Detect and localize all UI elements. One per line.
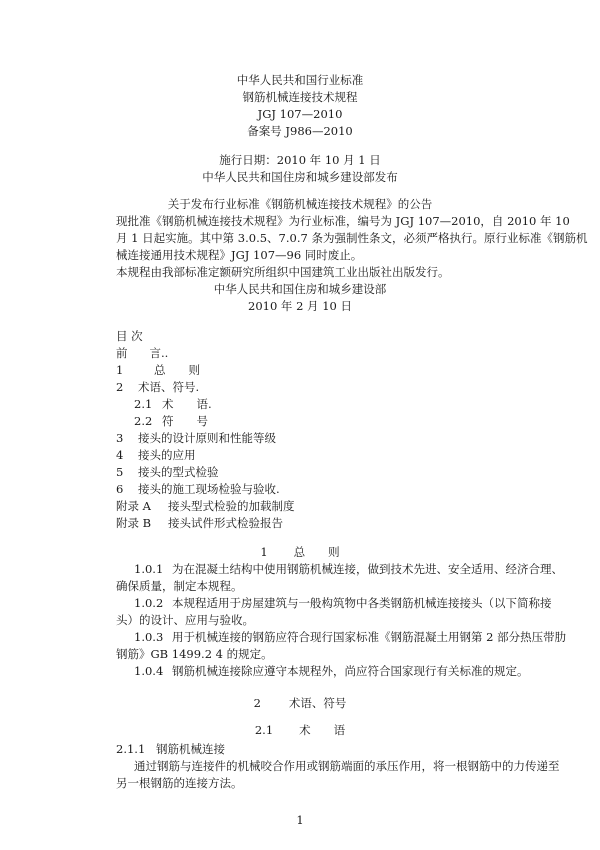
page-number: 1 bbox=[296, 813, 304, 827]
toc-item-text: 接头的设计原则和性能等级 bbox=[138, 431, 276, 445]
announcement-line-2: 月 1 日起实施。其中第 3.0.5、7.0.7 条为强制性条文，必须严格执行。原行业标准《钢筋机 bbox=[116, 231, 588, 245]
announcement-line-1: 现批准《钢筋机械连接技术规程》为行业标准，编号为 JGJ 107—2010，自 2010 年 10 bbox=[116, 214, 570, 228]
announcement-date: 2010 年 2 月 10 日 bbox=[248, 299, 352, 313]
toc-item-num: 4 bbox=[116, 448, 124, 462]
toc-item-text: 符 号 bbox=[162, 414, 208, 428]
clause-number: 1.0.1 bbox=[134, 562, 164, 576]
toc-item-text: 术 语. bbox=[162, 397, 212, 411]
clause-title: 钢筋机械连接 bbox=[156, 742, 225, 756]
standard-category: 中华人民共和国行业标准 bbox=[236, 73, 364, 87]
record-number: 备案号 J986—2010 bbox=[247, 124, 353, 138]
toc-item-1[interactable] bbox=[116, 362, 200, 378]
section-2-heading-text: 术语、符号 bbox=[288, 696, 347, 710]
clause-2-1-1-text: 通过钢筋与连接件的机械咬合作用或钢筋端面的承压作用，将一根钢筋中的力传递至 bbox=[134, 759, 560, 773]
clause-number: 1.0.4 bbox=[134, 664, 164, 678]
clause-number: 1.0.3 bbox=[134, 630, 164, 644]
clause-1-0-3 bbox=[134, 629, 566, 645]
clause-1-0-3-cont: 钢筋》GB 1499.2 4 的规定。 bbox=[116, 647, 273, 661]
toc-item-num: 3 bbox=[116, 431, 124, 445]
section-2-heading bbox=[0, 695, 600, 711]
section-2-heading-num: 2 bbox=[253, 696, 261, 710]
section-1-heading bbox=[0, 544, 600, 560]
toc-item-num: 6 bbox=[116, 482, 124, 496]
clause-text: 本规程适用于房屋建筑与一般构筑物中各类钢筋机械连接接头（以下简称接 bbox=[172, 596, 552, 610]
toc-item-4[interactable] bbox=[116, 447, 196, 463]
toc-item-2-1[interactable] bbox=[134, 396, 212, 412]
announcement-title: 关于发布行业标准《钢筋机械连接技术规程》的公告 bbox=[167, 197, 433, 211]
clause-1-0-1-cont: 确保质量，制定本规程。 bbox=[116, 579, 243, 593]
announcement-line-3: 械连接通用技术规程》JGJ 107—96 同时废止。 bbox=[116, 248, 363, 262]
toc-item-2-2[interactable] bbox=[134, 413, 208, 429]
clause-1-0-2 bbox=[134, 595, 552, 611]
toc-item-appendix-b[interactable] bbox=[116, 515, 283, 531]
issuing-authority: 中华人民共和国住房和城乡建设部发布 bbox=[202, 170, 398, 184]
toc-item-num: 2.1 bbox=[134, 397, 153, 411]
toc-item-num: 附录 A bbox=[116, 499, 151, 513]
section-2-1-heading bbox=[0, 722, 600, 738]
toc-item-num: 1 bbox=[116, 363, 124, 377]
effective-date: 施行日期：2010 年 10 月 1 日 bbox=[219, 153, 381, 167]
clause-text: 钢筋机械连接除应遵守本规程外，尚应符合国家现行有关标准的规定。 bbox=[172, 664, 529, 678]
toc-item-6[interactable] bbox=[116, 481, 280, 497]
announcement-publication-note: 本规程由我部标准定额研究所组织中国建筑工业出版社出版发行。 bbox=[116, 265, 450, 279]
toc-title: 目 次 bbox=[116, 329, 143, 343]
clause-1-0-1 bbox=[134, 561, 563, 577]
toc-item-num: 附录 B bbox=[116, 516, 152, 530]
clause-1-0-2-cont: 头）的设计、应用与验收。 bbox=[116, 613, 254, 627]
announcement-signer: 中华人民共和国住房和城乡建设部 bbox=[213, 282, 387, 296]
clause-2-1-1-cont: 另一根钢筋的连接方法。 bbox=[116, 776, 243, 790]
clause-2-1-1 bbox=[116, 741, 225, 757]
toc-item-num: 前 bbox=[116, 346, 128, 360]
toc-item-text: 言.. bbox=[149, 346, 169, 360]
toc-item-text: 接头的应用 bbox=[138, 448, 196, 462]
section-1-heading-num: 1 bbox=[260, 545, 268, 559]
section-2-1-heading-text: 术 语 bbox=[299, 723, 346, 737]
toc-item-2[interactable] bbox=[116, 379, 199, 395]
clause-text: 用于机械连接的钢筋应符合现行国家标准《钢筋混凝土用钢第 2 部分热压带肋 bbox=[172, 630, 567, 644]
toc-item-text: 术语、符号. bbox=[138, 380, 200, 394]
toc-item-num: 2.2 bbox=[134, 414, 153, 428]
clause-text: 为在混凝土结构中使用钢筋机械连接，做到技术先进、安全适用、经济合理、 bbox=[172, 562, 563, 576]
toc-item-3[interactable] bbox=[116, 430, 276, 446]
toc-item-num: 2 bbox=[116, 380, 124, 394]
clause-number: 2.1.1 bbox=[116, 742, 146, 756]
toc-item-text: 接头试件形式检验报告 bbox=[168, 516, 283, 530]
standard-title: 钢筋机械连接技术规程 bbox=[242, 90, 358, 104]
clause-1-0-4 bbox=[134, 663, 529, 679]
standard-code: JGJ 107—2010 bbox=[257, 107, 343, 121]
section-1-heading-text: 总 则 bbox=[293, 545, 340, 559]
clause-number: 1.0.2 bbox=[134, 596, 164, 610]
toc-item-appendix-a[interactable] bbox=[116, 498, 295, 514]
toc-item-text: 接头型式检验的加载制度 bbox=[168, 499, 295, 513]
toc-item-num: 5 bbox=[116, 465, 124, 479]
toc-item-text: 接头的型式检验 bbox=[138, 465, 219, 479]
toc-item-5[interactable] bbox=[116, 464, 219, 480]
toc-item-preface[interactable] bbox=[116, 345, 168, 361]
toc-item-text: 总 则 bbox=[154, 363, 200, 377]
section-2-1-heading-num: 2.1 bbox=[254, 723, 274, 737]
toc-item-text: 接头的施工现场检验与验收. bbox=[138, 482, 280, 496]
